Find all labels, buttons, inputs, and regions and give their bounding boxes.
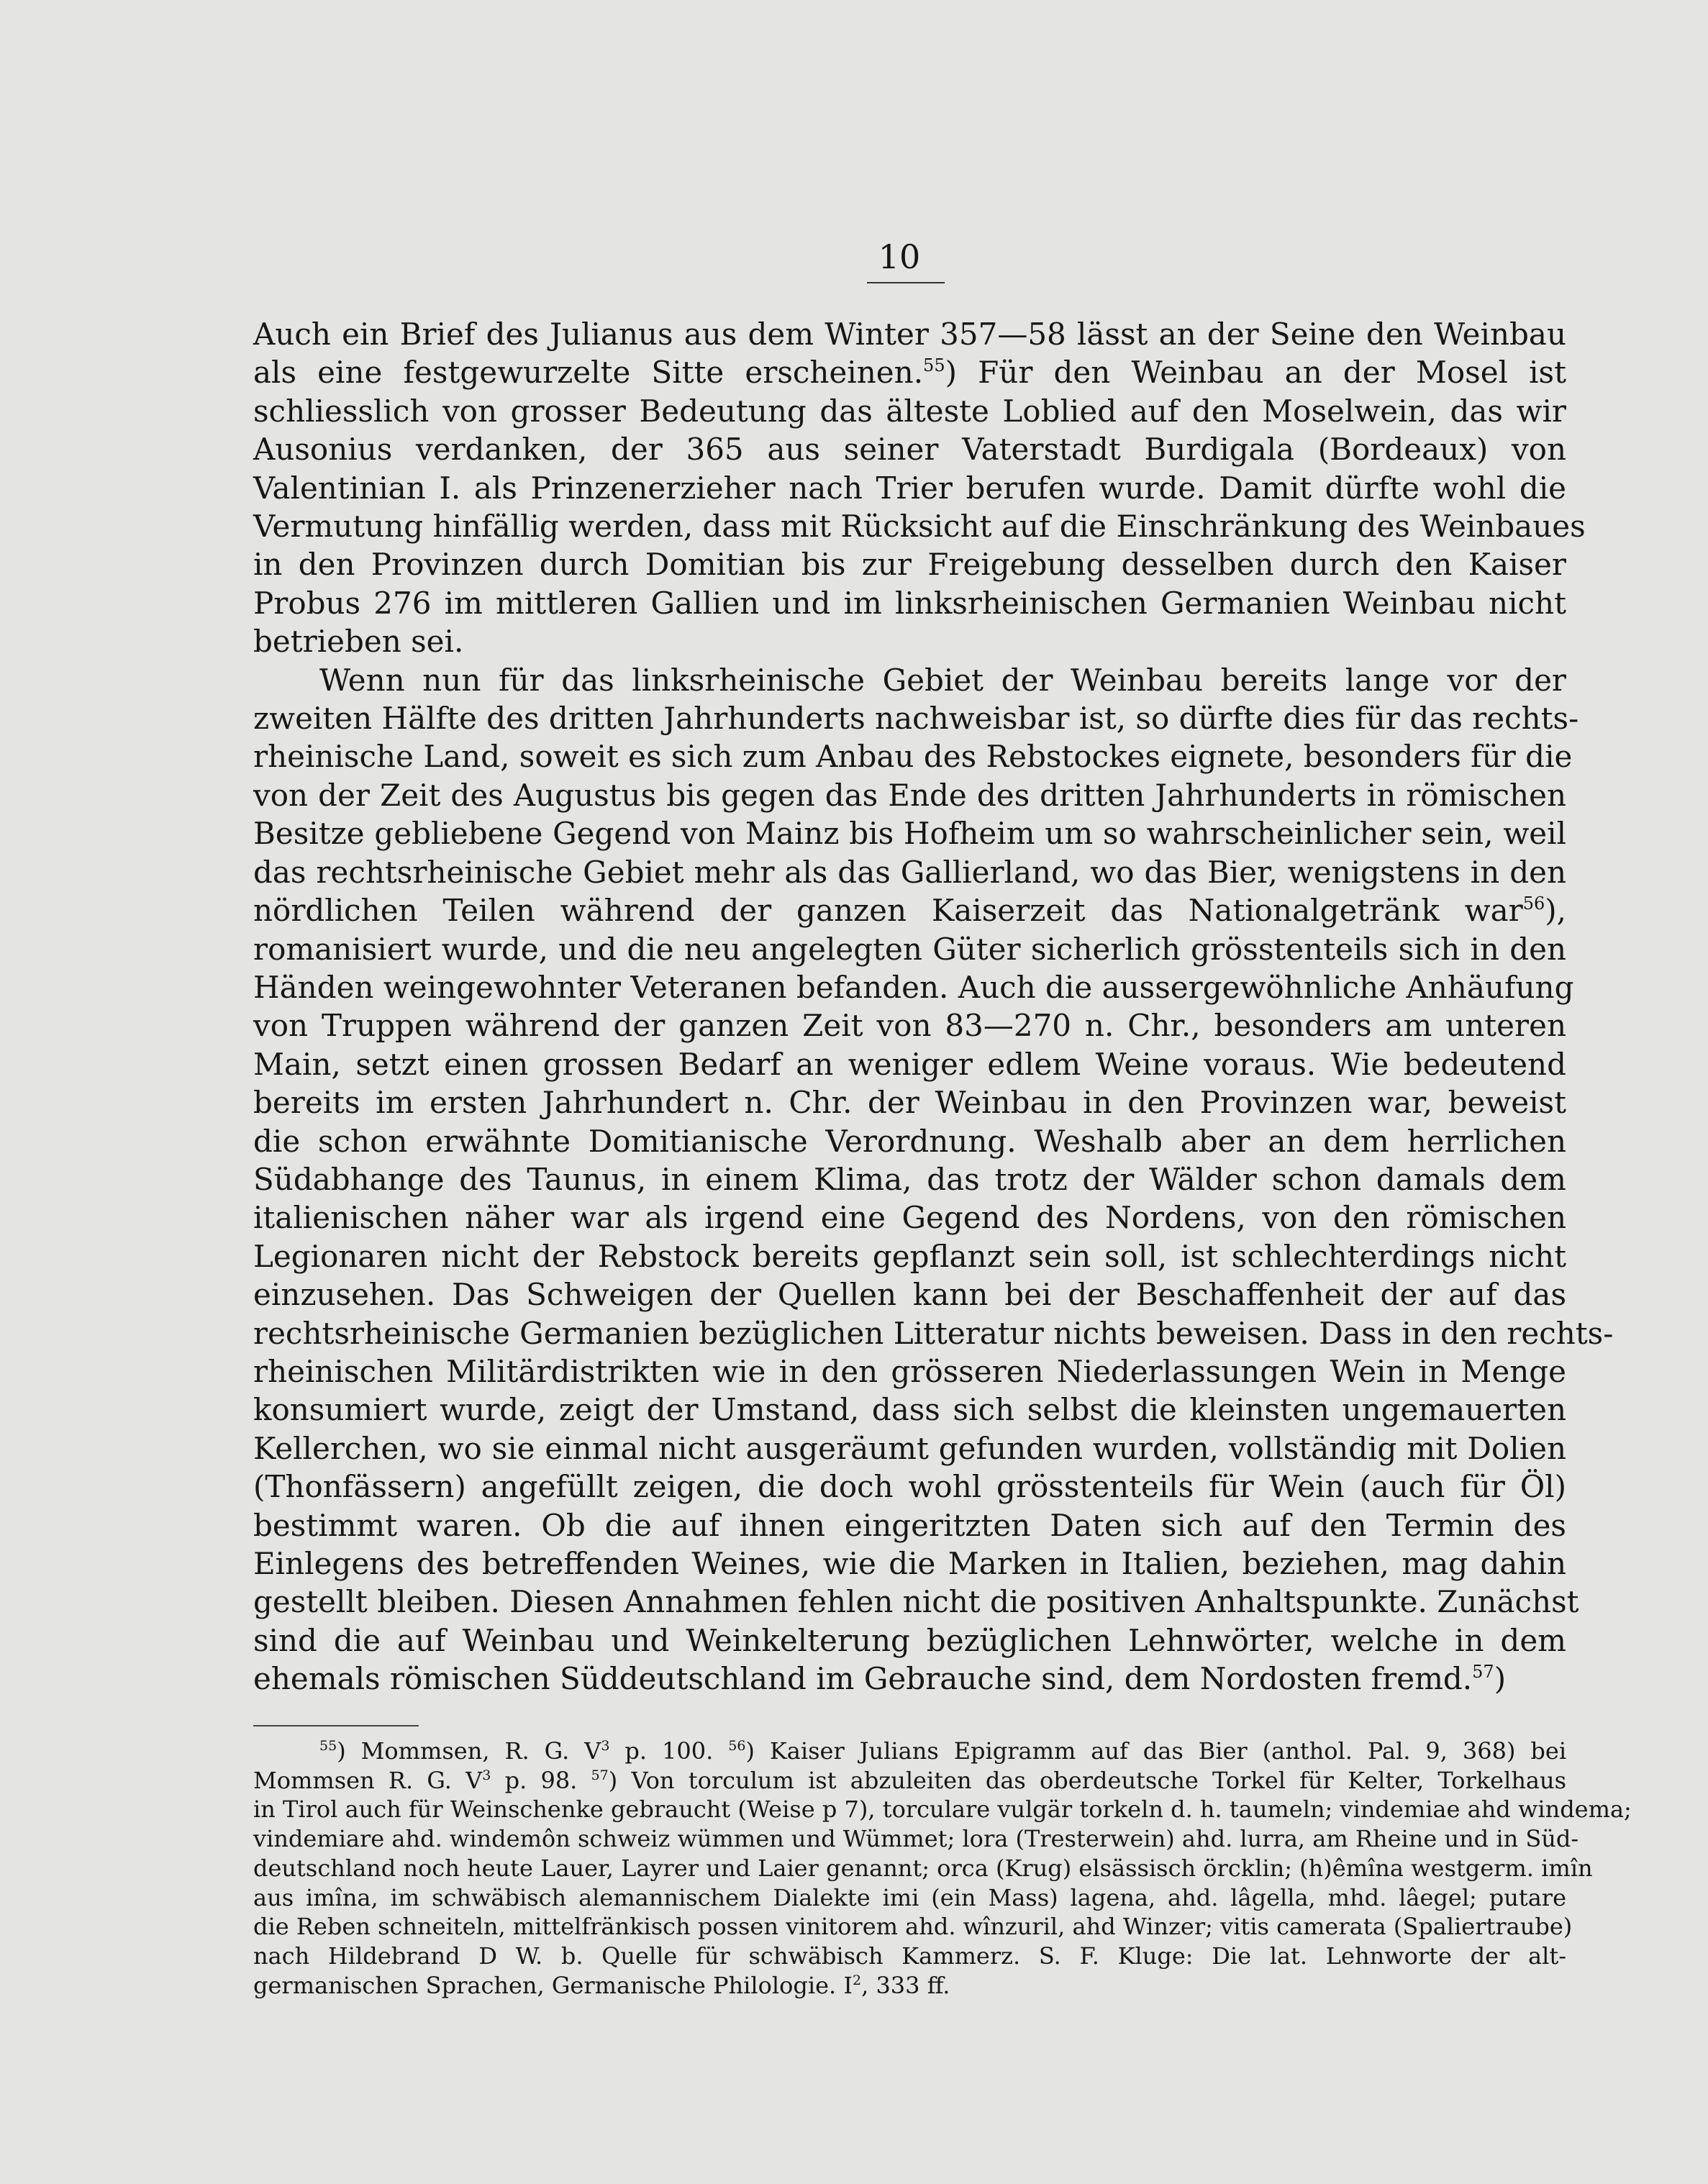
footnote-rule <box>253 1725 419 1726</box>
text-line: Probus 276 im mittleren Gallien und im linksrheinischen Germanien Weinbau nicht <box>253 585 1566 621</box>
superscript: 3 <box>482 1767 491 1783</box>
text-segment: germanischen Sprachen, Germanische Philologie. I <box>253 1971 853 1999</box>
footnote-line: nach Hildebrand D W. b. Quelle für schwäbisch Kammerz. S. F. Kluge: Die lat. Lehnworte der alt- <box>253 1942 1566 1970</box>
text-line: die schon erwähnte Domitianische Verordnung. Weshalb aber an dem herrlichen <box>253 1123 1566 1159</box>
text-line: sind die auf Weinbau und Weinkelterung bezüglichen Lehnwörter, welche in dem <box>253 1622 1566 1658</box>
paragraph-2 <box>253 661 1614 1698</box>
text-line: Wenn nun für das linksrheinische Gebiet der Weinbau bereits lange vor der <box>319 662 1566 698</box>
page-number-rule <box>867 282 945 283</box>
text-line: rheinische Land, soweit es sich zum Anbau des Rebstockes eignete, besonders für die <box>253 739 1573 775</box>
footnote-line <box>253 1971 1566 2001</box>
text-segment: p. 100. <box>624 1737 714 1765</box>
footnote-ref: 55 <box>923 355 945 376</box>
text-line: in den Provinzen durch Domitian bis zur Freigebung desselben durch den Kaiser <box>253 547 1566 583</box>
footnotes <box>253 1737 1632 2000</box>
superscript: 3 <box>601 1738 610 1754</box>
text-line: Vermutung hinfällig werden, dass mit Rücksicht auf die Einschränkung des Weinbaues <box>253 509 1586 545</box>
text-line: bestimmt waren. Ob die auf ihnen eingeritzten Daten sich auf den Termin des <box>253 1507 1566 1543</box>
text-line <box>253 1660 1566 1698</box>
text-line: (Thonfässern) angefüllt zeigen, die doch wohl grösstenteils für Wein (auch für Öl) <box>253 1469 1566 1505</box>
footnote-line: deutschland noch heute Lauer, Layrer und Laier genannt; orca (Krug) elsässisch örcklin; (h)êmîna westgerm. imîn <box>253 1854 1593 1882</box>
text-line <box>253 891 1566 929</box>
text-segment: Von torculum ist abzuleiten das oberdeutsche Torkel für Kelter, Torkelhaus <box>631 1766 1567 1794</box>
text-line: Valentinian I. als Prinzenerzieher nach Trier berufen wurde. Damit dürfte wohl die <box>253 470 1566 506</box>
page-number: 10 <box>878 237 921 276</box>
text-segment: als eine festgewurzelte Sitte erscheinen. <box>253 355 924 391</box>
footnote-mark: 55 <box>319 1738 337 1754</box>
paragraph-1 <box>253 315 1586 661</box>
footnote-line: in Tirol auch für Weinschenke gebraucht (Weise p 7), torculare vulgär torkeln d. h. taumeln; vindemiae ahd windema; <box>253 1796 1632 1824</box>
text-segment: , 333 ff. <box>861 1971 950 1999</box>
footnote-ref: 56 <box>1522 893 1545 914</box>
text-line: Händen weingewohnter Veteranen befanden. Auch die aussergewöhnliche Anhäufung <box>253 969 1574 1005</box>
text-line: Kellerchen, wo sie einmal nicht ausgeräumt gefunden wurden, vollständig mit Dolien <box>253 1430 1566 1466</box>
text-segment: Kaiser Julians Epigramm auf das Bier (anthol. Pal. 9, 368) bei <box>769 1737 1567 1765</box>
text-line: schliesslich von grosser Bedeutung das älteste Loblied auf den Moselwein, das wir <box>253 393 1566 429</box>
footnote-line: Mommsen R. G. $V^3$ p. 98. $^{57}$) Von torculum ist abzuleiten das oberdeutsche Torkel für Kelter, Torkelhaus <box>253 1766 1567 1794</box>
footnote-ref: 57 <box>1472 1662 1494 1683</box>
text-line: Besitze gebliebene Gegend von Mainz bis Hofheim um so wahrscheinlicher sein, weil <box>253 816 1566 852</box>
text-segment: ), <box>1545 893 1566 929</box>
text-segment: nördlichen Teilen während der ganzen Kaiserzeit das Nationalgetränk war <box>253 893 1523 929</box>
footnote-mark: 57 <box>591 1767 609 1783</box>
text-line: rheinischen Militärdistrikten wie in den grösseren Niederlassungen Wein in Menge <box>253 1353 1566 1389</box>
footnote-line: die Reben schneiteln, mittelfränkisch possen vinitorem ahd. wînzuril, ahd Winzer; vitis camerata (Spaliertraube) <box>253 1913 1573 1941</box>
text-line: Auch ein Brief des Julianus aus dem Winter 357—58 lässt an der Seine den Weinbau <box>253 317 1566 352</box>
body-text <box>253 315 1614 1698</box>
text-line: italienischen näher war als irgend eine Gegend des Nordens, von den römischen <box>253 1200 1566 1236</box>
footnote-line: aus imîna, im schwäbisch alemannischem Dialekte imi (ein Mass) lagena, ahd. lâgella, mhd. lâegel; putare <box>253 1883 1566 1911</box>
text-line: das rechtsrheinische Gebiet mehr als das Gallierland, wo das Bier, wenigstens in den <box>253 854 1566 890</box>
text-line: von Truppen während der ganzen Zeit von 83—270 n. Chr., besonders am unteren <box>253 1008 1566 1044</box>
text-segment: ehemals römischen Süddeutschland im Gebrauche sind, dem Nordosten fremd. <box>253 1661 1473 1697</box>
text-line: einzusehen. Das Schweigen der Quellen kann bei der Beschaffenheit der auf das <box>253 1277 1566 1313</box>
footnote-line: vindemiare ahd. windemôn schweiz wümmen und Wümmet; lora (Tresterwein) ahd. lurra, am Rheine und in Süd- <box>253 1825 1579 1853</box>
text-segment: ) <box>1494 1661 1507 1697</box>
text-line: romanisiert wurde, und die neu angelegten Güter sicherlich grösstenteils sich in den <box>253 931 1566 967</box>
text-line: bereits im ersten Jahrhundert n. Chr. der Weinbau in den Provinzen war, beweist <box>253 1085 1566 1121</box>
text-segment: Für den Weinbau an der Mosel ist <box>978 355 1566 391</box>
text-line: gestellt bleiben. Diesen Annahmen fehlen nicht die positiven Anhaltspunkte. Zunächst <box>253 1584 1579 1620</box>
superscript: 2 <box>853 1972 862 1988</box>
text-line: betrieben sei. <box>253 624 464 660</box>
text-line: Einlegens des betreffenden Weines, wie die Marken in Italien, beziehen, mag dahin <box>253 1546 1566 1581</box>
footnote-line: $^{55}$) Mommsen, R. G. $V^3$ p. 100. $^{56}$) Kaiser Julians Epigramm auf das Bier (anthol. Pal. 9, 368) bei <box>319 1737 1567 1765</box>
text-line: Südabhange des Taunus, in einem Klima, das trotz der Wälder schon damals dem <box>253 1161 1566 1197</box>
text-segment: Mommsen, R. G. V <box>360 1737 601 1765</box>
text-line: Legionaren nicht der Rebstock bereits gepflanzt sein soll, ist schlechterdings nicht <box>253 1238 1566 1274</box>
footnote-mark: 56 <box>728 1738 746 1754</box>
text-line: zweiten Hälfte des dritten Jahrhunderts nachweisbar ist, so dürfte dies für das rechts- <box>253 701 1579 737</box>
text-segment: p. 98. <box>504 1766 578 1794</box>
text-line: Ausonius verdanken, der 365 aus seiner Vaterstadt Burdigala (Bordeaux) von <box>253 432 1566 468</box>
text-line: von der Zeit des Augustus bis gegen das Ende des dritten Jahrhunderts in römischen <box>253 777 1566 813</box>
text-line: als eine festgewurzelte Sitte erscheinen.$^{55}$) Für den Weinbau an der Mosel ist <box>253 355 1566 391</box>
text-segment: Mommsen R. G. V <box>253 1766 483 1794</box>
text-line: rechtsrheinische Germanien bezüglichen Litteratur nichts beweisen. Dass in den rechts- <box>253 1315 1614 1351</box>
text-line: konsumiert wurde, zeigt der Umstand, dass sich selbst die kleinsten ungemauerten <box>253 1392 1566 1428</box>
text-line: Main, setzt einen grossen Bedarf an weniger edlem Weine voraus. Wie bedeutend <box>253 1046 1566 1082</box>
